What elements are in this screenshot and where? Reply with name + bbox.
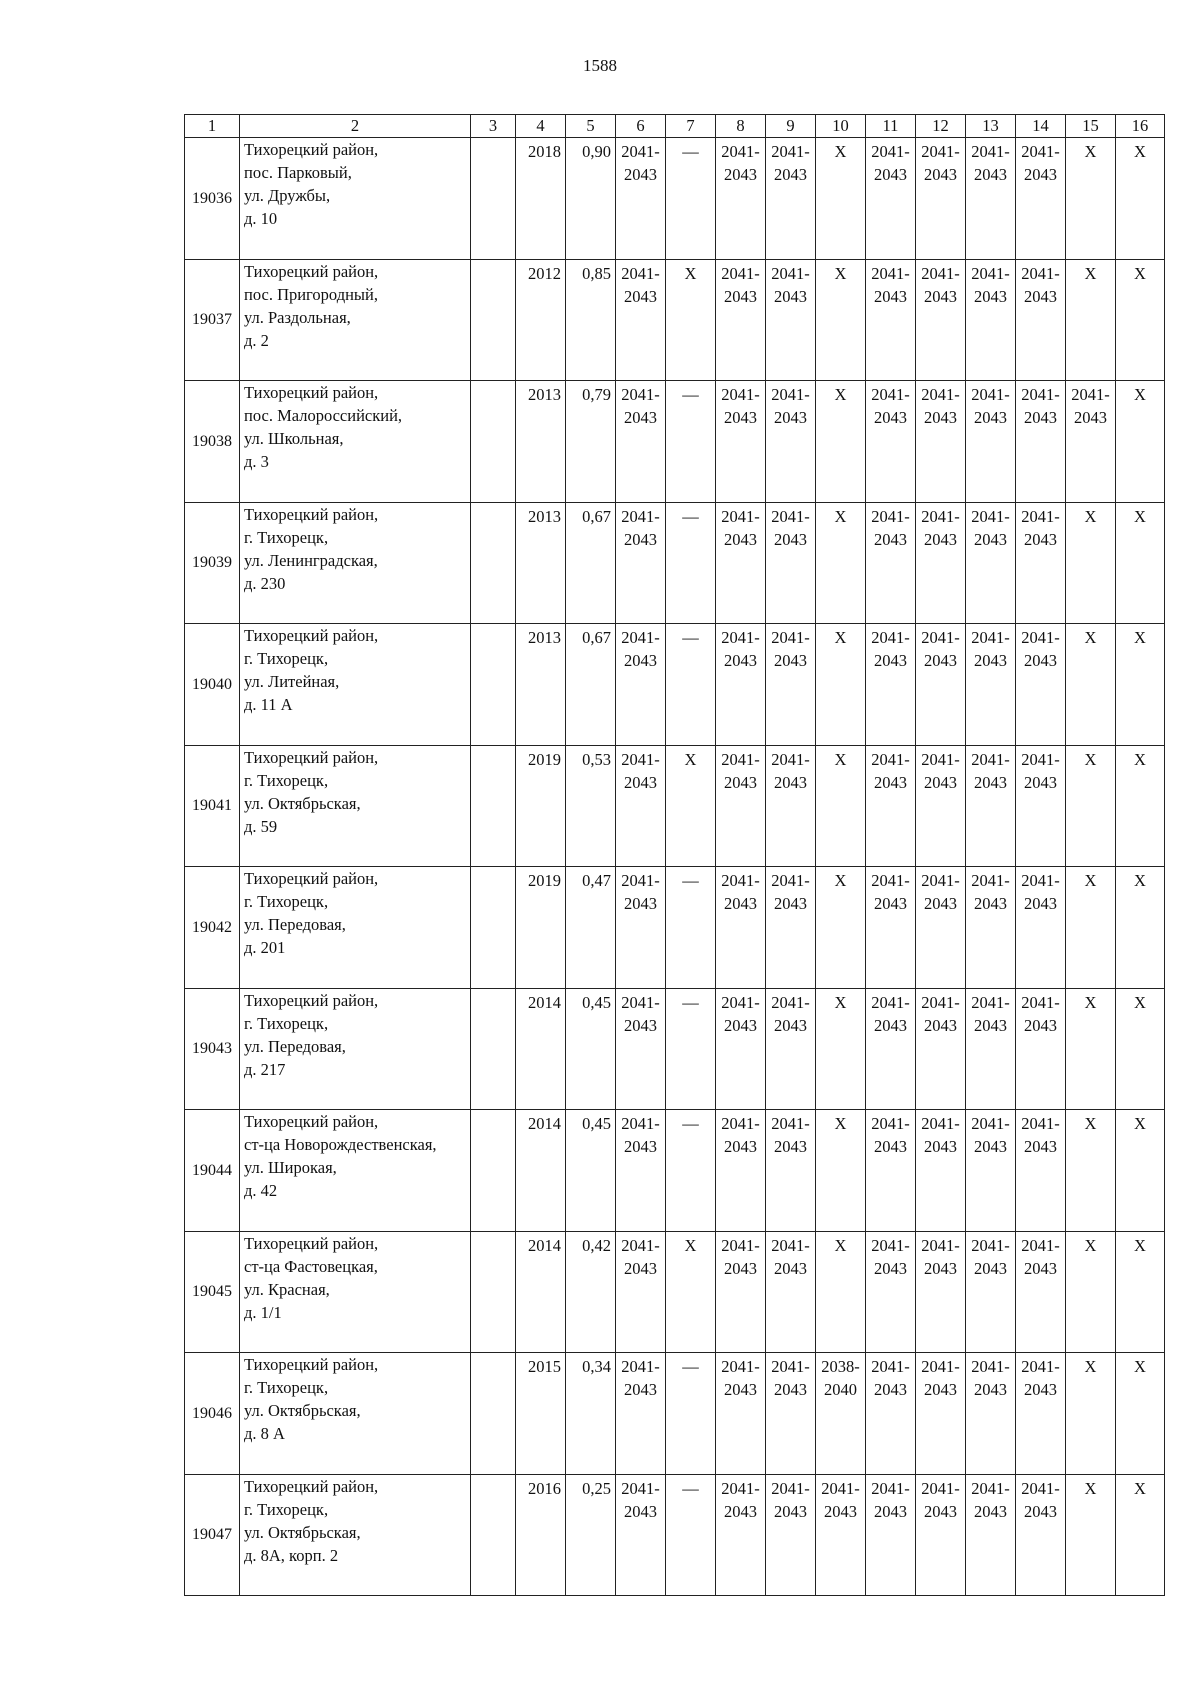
address-cell bbox=[240, 988, 471, 1110]
cell-6: 2041- 2043 bbox=[616, 1231, 666, 1353]
cell-14: 2041- 2043 bbox=[1016, 867, 1066, 989]
cell-16: X bbox=[1116, 1231, 1165, 1353]
column-header-15: 15 bbox=[1066, 115, 1116, 138]
cell-7: — bbox=[666, 381, 716, 503]
cell-14: 2041- 2043 bbox=[1016, 988, 1066, 1110]
column-header-2: 2 bbox=[240, 115, 471, 138]
column-header-6: 6 bbox=[616, 115, 666, 138]
address-line: пос. Парковый, bbox=[244, 163, 352, 182]
address-cell bbox=[240, 867, 471, 989]
cell-7: X bbox=[666, 745, 716, 867]
cell-15: X bbox=[1066, 745, 1116, 867]
cell-6: 2041- 2043 bbox=[616, 1353, 666, 1475]
cell-13: 2041- 2043 bbox=[966, 745, 1016, 867]
table-row bbox=[185, 138, 1165, 260]
cell-15: X bbox=[1066, 867, 1116, 989]
cell-5: 0,42 bbox=[566, 1231, 616, 1353]
record-number: 19044 bbox=[185, 1110, 240, 1232]
cell-5: 0,90 bbox=[566, 138, 616, 260]
column-header-9: 9 bbox=[766, 115, 816, 138]
cell-12: 2041- 2043 bbox=[916, 259, 966, 381]
address-line: г. Тихорецк, bbox=[244, 770, 329, 790]
cell-3 bbox=[471, 1474, 516, 1596]
column-number-row bbox=[185, 115, 1165, 138]
address-line: Тихорецкий район, bbox=[244, 383, 379, 402]
cell-5: 0,67 bbox=[566, 624, 616, 746]
cell-11: 2041- 2043 bbox=[866, 381, 916, 503]
cell-7: X bbox=[666, 259, 716, 381]
cell-11: 2041- 2043 bbox=[866, 1231, 916, 1353]
address-line: Тихорецкий район, bbox=[244, 626, 379, 645]
cell-6: 2041- 2043 bbox=[616, 381, 666, 503]
cell-8: 2041- 2043 bbox=[716, 259, 766, 381]
cell-9: 2041- 2043 bbox=[766, 502, 816, 624]
cell-10: X bbox=[816, 1110, 866, 1232]
cell-7: — bbox=[666, 1110, 716, 1232]
address-line: ул. Школьная, bbox=[244, 429, 344, 448]
cell-3 bbox=[471, 1231, 516, 1353]
address-line: д. 2 bbox=[244, 330, 269, 350]
address-line: Тихорецкий район, bbox=[244, 140, 379, 159]
cell-13: 2041- 2043 bbox=[966, 867, 1016, 989]
cell-3 bbox=[471, 867, 516, 989]
record-number: 19043 bbox=[185, 988, 240, 1110]
cell-9: 2041- 2043 bbox=[766, 1474, 816, 1596]
cell-13: 2041- 2043 bbox=[966, 138, 1016, 260]
column-header-10: 10 bbox=[816, 115, 866, 138]
cell-8: 2041- 2043 bbox=[716, 988, 766, 1110]
address-cell bbox=[240, 1474, 471, 1596]
cell-3 bbox=[471, 138, 516, 260]
address-line: ул. Раздольная, bbox=[244, 307, 351, 327]
cell-8: 2041- 2043 bbox=[716, 624, 766, 746]
cell-14: 2041- 2043 bbox=[1016, 624, 1066, 746]
address-cell bbox=[240, 259, 471, 381]
table-row bbox=[185, 502, 1165, 624]
cell-4: 2013 bbox=[516, 624, 566, 746]
cell-4: 2013 bbox=[516, 381, 566, 503]
cell-16: X bbox=[1116, 502, 1165, 624]
cell-3 bbox=[471, 502, 516, 624]
cell-4: 2014 bbox=[516, 1110, 566, 1232]
cell-15: X bbox=[1066, 1353, 1116, 1475]
cell-8: 2041- 2043 bbox=[716, 1474, 766, 1596]
cell-7: — bbox=[666, 867, 716, 989]
address-line: Тихорецкий район, bbox=[244, 1476, 379, 1496]
cell-7: — bbox=[666, 1353, 716, 1475]
cell-16: X bbox=[1116, 381, 1165, 503]
address-line: г. Тихорецк, bbox=[244, 1378, 329, 1397]
address-line: пос. Малороссийский, bbox=[244, 406, 403, 425]
address-line: д. 8А, корп. 2 bbox=[244, 1545, 339, 1565]
cell-16: X bbox=[1116, 988, 1165, 1110]
record-number: 19038 bbox=[185, 381, 240, 503]
cell-16: X bbox=[1116, 745, 1165, 867]
cell-4: 2012 bbox=[516, 259, 566, 381]
address-line: ул. Красная, bbox=[244, 1279, 330, 1299]
cell-12: 2041- 2043 bbox=[916, 1353, 966, 1475]
address-line: Тихорецкий район, bbox=[244, 504, 379, 524]
cell-3 bbox=[471, 259, 516, 381]
cell-4: 2015 bbox=[516, 1353, 566, 1475]
cell-5: 0,47 bbox=[566, 867, 616, 989]
address-line: Тихорецкий район, bbox=[244, 747, 379, 767]
cell-3 bbox=[471, 1110, 516, 1232]
column-header-13: 13 bbox=[966, 115, 1016, 138]
cell-9: 2041- 2043 bbox=[766, 1110, 816, 1232]
address-line: г. Тихорецк, bbox=[244, 892, 329, 911]
cell-3 bbox=[471, 745, 516, 867]
cell-16: X bbox=[1116, 138, 1165, 260]
cell-7: — bbox=[666, 502, 716, 624]
address-line: Тихорецкий район, bbox=[244, 869, 379, 888]
table-row bbox=[185, 1474, 1165, 1596]
cell-11: 2041- 2043 bbox=[866, 867, 916, 989]
cell-15: X bbox=[1066, 138, 1116, 260]
cell-14: 2041- 2043 bbox=[1016, 502, 1066, 624]
address-line: ул. Октябрьская, bbox=[244, 793, 361, 813]
cell-6: 2041- 2043 bbox=[616, 867, 666, 989]
address-cell bbox=[240, 1353, 471, 1475]
address-line: Тихорецкий район, bbox=[244, 1112, 379, 1131]
cell-11: 2041- 2043 bbox=[866, 624, 916, 746]
column-header-12: 12 bbox=[916, 115, 966, 138]
cell-12: 2041- 2043 bbox=[916, 867, 966, 989]
cell-15: X bbox=[1066, 1474, 1116, 1596]
cell-6: 2041- 2043 bbox=[616, 1474, 666, 1596]
cell-12: 2041- 2043 bbox=[916, 988, 966, 1110]
address-cell bbox=[240, 502, 471, 624]
cell-8: 2041- 2043 bbox=[716, 1110, 766, 1232]
table-row bbox=[185, 1353, 1165, 1475]
table-row bbox=[185, 867, 1165, 989]
cell-5: 0,67 bbox=[566, 502, 616, 624]
address-line: г. Тихорецк, bbox=[244, 1499, 329, 1519]
cell-13: 2041- 2043 bbox=[966, 1474, 1016, 1596]
cell-7: — bbox=[666, 1474, 716, 1596]
address-line: г. Тихорецк, bbox=[244, 649, 329, 668]
cell-5: 0,85 bbox=[566, 259, 616, 381]
cell-7: X bbox=[666, 1231, 716, 1353]
address-line: Тихорецкий район, bbox=[244, 1233, 379, 1253]
cell-13: 2041- 2043 bbox=[966, 1231, 1016, 1353]
cell-11: 2041- 2043 bbox=[866, 988, 916, 1110]
cell-6: 2041- 2043 bbox=[616, 624, 666, 746]
page-number: 1588 bbox=[583, 56, 617, 75]
cell-6: 2041- 2043 bbox=[616, 138, 666, 260]
cell-14: 2041- 2043 bbox=[1016, 1110, 1066, 1232]
cell-9: 2041- 2043 bbox=[766, 259, 816, 381]
cell-11: 2041- 2043 bbox=[866, 745, 916, 867]
cell-14: 2041- 2043 bbox=[1016, 381, 1066, 503]
cell-12: 2041- 2043 bbox=[916, 1110, 966, 1232]
cell-6: 2041- 2043 bbox=[616, 259, 666, 381]
table-row bbox=[185, 745, 1165, 867]
address-line: Тихорецкий район, bbox=[244, 261, 379, 281]
cell-3 bbox=[471, 1353, 516, 1475]
cell-12: 2041- 2043 bbox=[916, 624, 966, 746]
address-cell bbox=[240, 381, 471, 503]
cell-6: 2041- 2043 bbox=[616, 1110, 666, 1232]
address-line: д. 11 А bbox=[244, 695, 293, 714]
record-number: 19036 bbox=[185, 138, 240, 260]
address-line: ст-ца Фастовецкая, bbox=[244, 1256, 378, 1276]
cell-10: X bbox=[816, 138, 866, 260]
record-number: 19040 bbox=[185, 624, 240, 746]
record-number: 19037 bbox=[185, 259, 240, 381]
cell-10: X bbox=[816, 502, 866, 624]
address-line: г. Тихорецк, bbox=[244, 1013, 329, 1033]
cell-8: 2041- 2043 bbox=[716, 1353, 766, 1475]
schedule-table bbox=[184, 114, 1165, 1596]
cell-15: X bbox=[1066, 624, 1116, 746]
address-line: ст-ца Новорождественская, bbox=[244, 1135, 437, 1154]
cell-4: 2018 bbox=[516, 138, 566, 260]
address-cell bbox=[240, 1231, 471, 1353]
cell-15: X bbox=[1066, 1110, 1116, 1232]
address-line: ул. Ленинградская, bbox=[244, 550, 378, 570]
address-line: д. 217 bbox=[244, 1059, 286, 1079]
cell-8: 2041- 2043 bbox=[716, 138, 766, 260]
cell-11: 2041- 2043 bbox=[866, 1353, 916, 1475]
cell-10: X bbox=[816, 381, 866, 503]
cell-9: 2041- 2043 bbox=[766, 1231, 816, 1353]
address-line: д. 59 bbox=[244, 816, 278, 836]
cell-13: 2041- 2043 bbox=[966, 381, 1016, 503]
cell-15: X bbox=[1066, 1231, 1116, 1353]
cell-4: 2014 bbox=[516, 1231, 566, 1353]
column-header-7: 7 bbox=[666, 115, 716, 138]
cell-9: 2041- 2043 bbox=[766, 624, 816, 746]
cell-6: 2041- 2043 bbox=[616, 988, 666, 1110]
cell-7: — bbox=[666, 138, 716, 260]
cell-14: 2041- 2043 bbox=[1016, 138, 1066, 260]
address-line: д. 3 bbox=[244, 452, 269, 471]
table-row bbox=[185, 1110, 1165, 1232]
cell-11: 2041- 2043 bbox=[866, 1110, 916, 1232]
cell-9: 2041- 2043 bbox=[766, 381, 816, 503]
cell-4: 2013 bbox=[516, 502, 566, 624]
cell-7: — bbox=[666, 624, 716, 746]
column-header-8: 8 bbox=[716, 115, 766, 138]
cell-6: 2041- 2043 bbox=[616, 502, 666, 624]
cell-5: 0,53 bbox=[566, 745, 616, 867]
address-cell bbox=[240, 138, 471, 260]
cell-14: 2041- 2043 bbox=[1016, 1231, 1066, 1353]
cell-5: 0,79 bbox=[566, 381, 616, 503]
cell-3 bbox=[471, 381, 516, 503]
address-line: д. 10 bbox=[244, 209, 278, 228]
table-row bbox=[185, 259, 1165, 381]
address-line: д. 201 bbox=[244, 938, 286, 957]
table-row bbox=[185, 988, 1165, 1110]
record-number: 19041 bbox=[185, 745, 240, 867]
cell-16: X bbox=[1116, 1353, 1165, 1475]
cell-4: 2019 bbox=[516, 867, 566, 989]
cell-12: 2041- 2043 bbox=[916, 381, 966, 503]
cell-16: X bbox=[1116, 624, 1165, 746]
record-number: 19045 bbox=[185, 1231, 240, 1353]
record-number: 19039 bbox=[185, 502, 240, 624]
cell-8: 2041- 2043 bbox=[716, 502, 766, 624]
cell-5: 0,45 bbox=[566, 988, 616, 1110]
cell-5: 0,45 bbox=[566, 1110, 616, 1232]
column-header-14: 14 bbox=[1016, 115, 1066, 138]
cell-13: 2041- 2043 bbox=[966, 1110, 1016, 1232]
cell-9: 2041- 2043 bbox=[766, 867, 816, 989]
cell-10: X bbox=[816, 1231, 866, 1353]
address-line: г. Тихорецк, bbox=[244, 527, 329, 547]
cell-12: 2041- 2043 bbox=[916, 745, 966, 867]
table-row bbox=[185, 624, 1165, 746]
cell-8: 2041- 2043 bbox=[716, 381, 766, 503]
address-line: пос. Пригородный, bbox=[244, 284, 378, 304]
cell-16: X bbox=[1116, 1110, 1165, 1232]
address-line: ул. Передовая, bbox=[244, 1036, 346, 1056]
cell-15: X bbox=[1066, 502, 1116, 624]
cell-8: 2041- 2043 bbox=[716, 1231, 766, 1353]
cell-4: 2014 bbox=[516, 988, 566, 1110]
cell-9: 2041- 2043 bbox=[766, 138, 816, 260]
address-line: ул. Октябрьская, bbox=[244, 1401, 361, 1420]
cell-3 bbox=[471, 988, 516, 1110]
address-cell bbox=[240, 1110, 471, 1232]
cell-10: X bbox=[816, 745, 866, 867]
cell-8: 2041- 2043 bbox=[716, 745, 766, 867]
cell-15: X bbox=[1066, 988, 1116, 1110]
cell-5: 0,25 bbox=[566, 1474, 616, 1596]
cell-12: 2041- 2043 bbox=[916, 502, 966, 624]
cell-15: X bbox=[1066, 259, 1116, 381]
cell-10: 2038- 2040 bbox=[816, 1353, 866, 1475]
cell-12: 2041- 2043 bbox=[916, 138, 966, 260]
cell-14: 2041- 2043 bbox=[1016, 1474, 1066, 1596]
cell-8: 2041- 2043 bbox=[716, 867, 766, 989]
cell-10: X bbox=[816, 259, 866, 381]
record-number: 19047 bbox=[185, 1474, 240, 1596]
address-line: ул. Дружбы, bbox=[244, 186, 331, 205]
column-header-5: 5 bbox=[566, 115, 616, 138]
cell-14: 2041- 2043 bbox=[1016, 745, 1066, 867]
cell-4: 2016 bbox=[516, 1474, 566, 1596]
record-number: 19042 bbox=[185, 867, 240, 989]
column-header-16: 16 bbox=[1116, 115, 1165, 138]
cell-11: 2041- 2043 bbox=[866, 1474, 916, 1596]
cell-9: 2041- 2043 bbox=[766, 988, 816, 1110]
cell-14: 2041- 2043 bbox=[1016, 259, 1066, 381]
address-line: д. 8 А bbox=[244, 1424, 285, 1443]
address-line: ул. Широкая, bbox=[244, 1158, 337, 1177]
address-cell bbox=[240, 745, 471, 867]
cell-11: 2041- 2043 bbox=[866, 259, 916, 381]
table-row bbox=[185, 1231, 1165, 1353]
address-line: д. 230 bbox=[244, 573, 286, 593]
address-line: ул. Передовая, bbox=[244, 915, 346, 934]
table-row bbox=[185, 381, 1165, 503]
cell-15: 2041- 2043 bbox=[1066, 381, 1116, 503]
cell-10: X bbox=[816, 624, 866, 746]
cell-13: 2041- 2043 bbox=[966, 259, 1016, 381]
cell-16: X bbox=[1116, 259, 1165, 381]
cell-3 bbox=[471, 624, 516, 746]
cell-5: 0,34 bbox=[566, 1353, 616, 1475]
cell-14: 2041- 2043 bbox=[1016, 1353, 1066, 1475]
address-line: д. 42 bbox=[244, 1181, 278, 1200]
cell-13: 2041- 2043 bbox=[966, 988, 1016, 1110]
address-line: д. 1/1 bbox=[244, 1302, 282, 1322]
cell-10: 2041- 2043 bbox=[816, 1474, 866, 1596]
cell-6: 2041- 2043 bbox=[616, 745, 666, 867]
cell-11: 2041- 2043 bbox=[866, 138, 916, 260]
cell-13: 2041- 2043 bbox=[966, 502, 1016, 624]
column-header-4: 4 bbox=[516, 115, 566, 138]
cell-16: X bbox=[1116, 1474, 1165, 1596]
cell-10: X bbox=[816, 867, 866, 989]
cell-16: X bbox=[1116, 867, 1165, 989]
column-header-11: 11 bbox=[866, 115, 916, 138]
cell-11: 2041- 2043 bbox=[866, 502, 916, 624]
column-header-1: 1 bbox=[185, 115, 240, 138]
cell-4: 2019 bbox=[516, 745, 566, 867]
record-number: 19046 bbox=[185, 1353, 240, 1475]
cell-13: 2041- 2043 bbox=[966, 624, 1016, 746]
cell-12: 2041- 2043 bbox=[916, 1474, 966, 1596]
address-line: ул. Литейная, bbox=[244, 672, 340, 691]
cell-12: 2041- 2043 bbox=[916, 1231, 966, 1353]
cell-9: 2041- 2043 bbox=[766, 1353, 816, 1475]
cell-9: 2041- 2043 bbox=[766, 745, 816, 867]
cell-7: — bbox=[666, 988, 716, 1110]
column-header-3: 3 bbox=[471, 115, 516, 138]
address-line: ул. Октябрьская, bbox=[244, 1522, 361, 1542]
cell-10: X bbox=[816, 988, 866, 1110]
address-line: Тихорецкий район, bbox=[244, 1355, 379, 1374]
address-line: Тихорецкий район, bbox=[244, 990, 379, 1010]
address-cell bbox=[240, 624, 471, 746]
cell-13: 2041- 2043 bbox=[966, 1353, 1016, 1475]
